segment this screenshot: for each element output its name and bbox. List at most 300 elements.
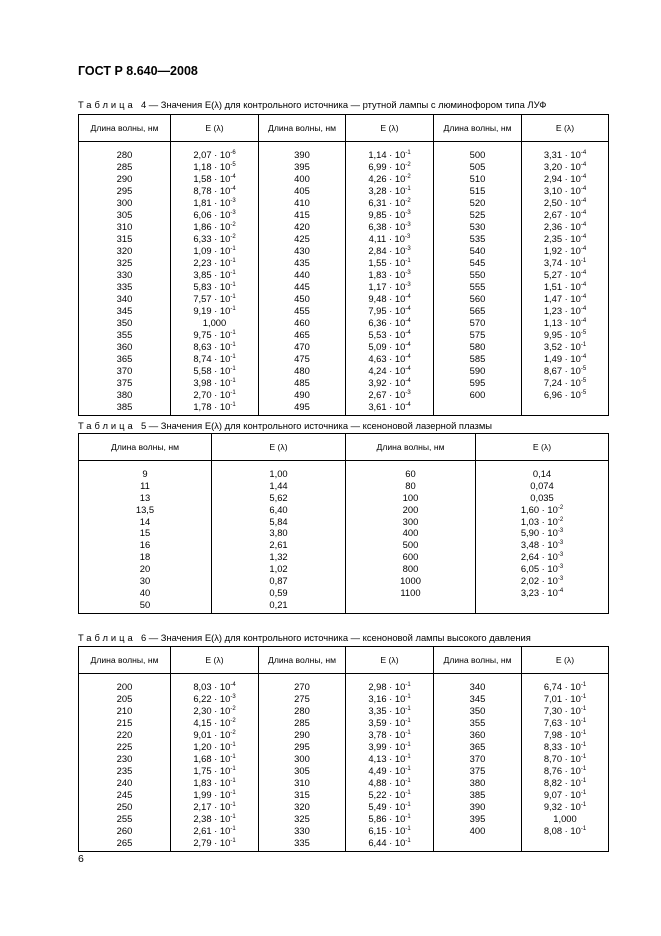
table-cell: 505 — [469, 161, 486, 172]
table-cell: 1,00 — [269, 468, 288, 479]
table-cell: 1000 — [400, 575, 421, 587]
table-cell: 300 — [116, 197, 133, 208]
table-cell: 390 — [469, 801, 486, 812]
table-cell: $7,01 \cdot 10^{-1}$ — [543, 693, 587, 704]
table-cell: 320 — [294, 801, 310, 812]
table-cell: 290 — [116, 173, 133, 184]
table-cell: $8,70 \cdot 10^{-1}$ — [543, 753, 587, 764]
table-cell: $2,38 \cdot 10^{-1}$ — [193, 813, 236, 824]
table-cell: 13 — [139, 491, 151, 503]
table-cell: 200 — [116, 681, 133, 692]
table-column — [346, 461, 476, 614]
table-cell: $3,20 \cdot 10^{-4}$ — [543, 161, 587, 172]
table-cell: 600 — [469, 389, 486, 400]
table-cell: 550 — [469, 269, 486, 280]
table-cell: 385 — [116, 401, 133, 412]
table-cell: 16 — [139, 539, 151, 551]
table-cell: $6,06 \cdot 10^{-3}$ — [193, 209, 236, 220]
table-cell: 595 — [469, 377, 486, 388]
table-cell: $7,98 \cdot 10^{-1}$ — [543, 729, 587, 740]
table-cell: $6,15 \cdot 10^{-1}$ — [368, 825, 411, 836]
table-column — [79, 461, 212, 614]
table-cell: $5,27 \cdot 10^{-4}$ — [543, 269, 587, 280]
table-cell: 6,40 — [269, 503, 288, 515]
column-header: Длина волны, нм — [259, 647, 346, 674]
column-header: E (λ) — [346, 115, 434, 142]
column-header: Длина волны, нм — [434, 115, 522, 142]
table-cell: 400 — [294, 173, 310, 184]
table-cell: 210 — [116, 705, 133, 716]
table-cell: 18 — [139, 551, 151, 563]
table-cell: $6,22 \cdot 10^{-3}$ — [193, 693, 236, 704]
table-cell: $7,30 \cdot 10^{-1}$ — [543, 705, 587, 716]
table-cell: $4,26 \cdot 10^{-2}$ — [368, 173, 411, 184]
table-cell: 225 — [116, 741, 133, 752]
table-cell: 270 — [294, 681, 310, 692]
table-cell: 485 — [294, 377, 310, 388]
table-cell: $3,48 \cdot 10^{-3}$ — [520, 539, 564, 551]
table-cell: 1100 — [400, 586, 421, 598]
table-cell: $3,23 \cdot 10^{-4}$ — [520, 586, 564, 598]
table-cell: 300 — [294, 753, 310, 764]
table-cell: 800 — [402, 563, 419, 575]
table-column — [434, 674, 522, 852]
table-cell: $1,17 \cdot 10^{-3}$ — [368, 281, 411, 292]
table-cell: $1,75 \cdot 10^{-1}$ — [193, 765, 236, 776]
table-cell: 520 — [469, 197, 486, 208]
table-cell: 470 — [294, 341, 310, 352]
table-cell: 540 — [469, 245, 486, 256]
table-cell: $3,31 \cdot 10^{-4}$ — [543, 149, 587, 160]
table-cell: $9,95 \cdot 10^{-5}$ — [543, 329, 587, 340]
table-5 — [78, 433, 609, 614]
table-column — [346, 142, 434, 416]
table-cell: 330 — [294, 825, 310, 836]
table-column — [79, 142, 171, 416]
table-cell: $1,86 \cdot 10^{-2}$ — [193, 221, 236, 232]
table-cell: $3,99 \cdot 10^{-1}$ — [368, 741, 411, 752]
table-cell: 395 — [294, 161, 310, 172]
table-cell: 525 — [469, 209, 486, 220]
table-6-body-row — [79, 674, 609, 852]
table-cell: $2,84 \cdot 10^{-3}$ — [368, 245, 411, 256]
table-cell: 425 — [294, 233, 310, 244]
table-column — [171, 674, 259, 852]
table-cell: 555 — [469, 281, 486, 292]
table-cell: 455 — [294, 305, 310, 316]
table-cell: 2,61 — [269, 539, 288, 551]
table-cell: $5,53 \cdot 10^{-4}$ — [368, 329, 411, 340]
table-cell: 14 — [139, 515, 151, 527]
table-cell: 295 — [116, 185, 133, 196]
table-cell: 0,074 — [530, 479, 554, 491]
table-cell: $2,64 \cdot 10^{-3}$ — [520, 551, 564, 563]
table-cell: 565 — [469, 305, 486, 316]
table-cell: $5,90 \cdot 10^{-3}$ — [520, 527, 564, 539]
table-cell: $1,58 \cdot 10^{-4}$ — [193, 173, 236, 184]
column-header: Длина волны, нм — [434, 647, 522, 674]
table-6-header-row — [79, 647, 609, 674]
table-4-caption — [78, 99, 546, 110]
table-cell: $1,78 \cdot 10^{-1}$ — [193, 401, 236, 412]
table-cell: 370 — [469, 753, 486, 764]
table-cell: 1,000 — [553, 813, 577, 824]
table-cell: 9 — [142, 468, 148, 479]
table-5-caption — [78, 420, 492, 431]
table-cell: 285 — [294, 717, 310, 728]
table-cell: 545 — [469, 257, 486, 268]
table-cell: $6,96 \cdot 10^{-5}$ — [543, 389, 587, 400]
table-cell: 3,80 — [269, 527, 288, 539]
table-cell: 350 — [116, 317, 133, 328]
table-cell: $1,60 \cdot 10^{-2}$ — [520, 503, 564, 515]
table-cell: $2,02 \cdot 10^{-3}$ — [520, 575, 564, 587]
table-cell: $9,32 \cdot 10^{-1}$ — [543, 801, 587, 812]
table-cell: $4,49 \cdot 10^{-1}$ — [368, 765, 411, 776]
table-cell: 5,84 — [269, 515, 288, 527]
table-column — [212, 461, 346, 614]
table-cell: $2,07 \cdot 10^{-6}$ — [193, 149, 236, 160]
table-cell: 50 — [139, 598, 151, 610]
table-cell: 465 — [294, 329, 310, 340]
table-cell: 13,5 — [135, 503, 155, 515]
table-cell: $1,92 \cdot 10^{-4}$ — [543, 245, 587, 256]
table-cell: $9,48 \cdot 10^{-4}$ — [368, 293, 411, 304]
table-cell: 0,87 — [269, 575, 288, 587]
table-cell: $5,58 \cdot 10^{-1}$ — [193, 365, 236, 376]
table-cell: $8,78 \cdot 10^{-4}$ — [193, 185, 236, 196]
table-cell: $7,63 \cdot 10^{-1}$ — [543, 717, 587, 728]
table-cell: $1,47 \cdot 10^{-4}$ — [543, 293, 587, 304]
table-cell: 435 — [294, 257, 310, 268]
table-cell: $2,70 \cdot 10^{-1}$ — [193, 389, 236, 400]
table-cell: 280 — [294, 705, 310, 716]
table-cell: $3,28 \cdot 10^{-1}$ — [368, 185, 411, 196]
table-cell: 590 — [469, 365, 486, 376]
table-cell: 450 — [294, 293, 310, 304]
table-cell: 535 — [469, 233, 486, 244]
table-cell: 330 — [116, 269, 133, 280]
table-cell: $4,63 \cdot 10^{-4}$ — [368, 353, 411, 364]
table-cell: 1,02 — [269, 563, 288, 575]
table-cell: $8,67 \cdot 10^{-5}$ — [543, 365, 587, 376]
table-cell: 325 — [294, 813, 310, 824]
table-cell: $8,82 \cdot 10^{-1}$ — [543, 777, 587, 788]
column-header: E (λ) — [171, 115, 259, 142]
table-cell: 495 — [294, 401, 310, 412]
table-cell: 500 — [469, 149, 486, 160]
table-column — [171, 142, 259, 416]
table-cell: $3,98 \cdot 10^{-1}$ — [193, 377, 236, 388]
column-header: E (λ) — [346, 647, 434, 674]
table-cell: 240 — [116, 777, 133, 788]
table-cell: 570 — [469, 317, 486, 328]
table-cell: $2,94 \cdot 10^{-4}$ — [543, 173, 587, 184]
table-6 — [78, 646, 609, 852]
table-cell: 310 — [294, 777, 310, 788]
table-cell: 325 — [116, 257, 133, 268]
table-cell: $4,11 \cdot 10^{-3}$ — [368, 233, 411, 244]
column-header: E (λ) — [171, 647, 259, 674]
table-6-caption-label: Таблица — [78, 632, 136, 643]
table-column — [522, 674, 609, 852]
table-cell: 420 — [294, 221, 310, 232]
table-cell: $5,86 \cdot 10^{-1}$ — [368, 813, 411, 824]
table-cell: $6,05 \cdot 10^{-3}$ — [520, 563, 564, 575]
table-cell: 255 — [116, 813, 133, 824]
table-4-caption-label: Таблица — [78, 99, 136, 110]
table-cell: 0,035 — [530, 491, 554, 503]
table-cell: $6,44 \cdot 10^{-1}$ — [368, 837, 411, 848]
table-cell: $3,59 \cdot 10^{-1}$ — [368, 717, 411, 728]
table-cell: $1,13 \cdot 10^{-4}$ — [543, 317, 587, 328]
table-column — [522, 142, 609, 416]
table-cell: 100 — [402, 491, 419, 503]
column-header: E (λ) — [522, 647, 609, 674]
table-column — [259, 674, 346, 852]
table-cell: 390 — [294, 149, 310, 160]
table-cell: 580 — [469, 341, 486, 352]
table-cell: 310 — [116, 221, 133, 232]
table-cell: $4,13 \cdot 10^{-1}$ — [368, 753, 411, 764]
table-cell: 405 — [294, 185, 310, 196]
table-cell: 395 — [469, 813, 486, 824]
table-cell: 235 — [116, 765, 133, 776]
table-cell: 250 — [116, 801, 133, 812]
table-column — [79, 674, 171, 852]
table-cell: $1,81 \cdot 10^{-3}$ — [193, 197, 236, 208]
table-cell: 1,000 — [202, 317, 227, 328]
table-cell: 0,21 — [269, 598, 288, 610]
table-cell: $3,52 \cdot 10^{-1}$ — [543, 341, 587, 352]
table-cell: $9,01 \cdot 10^{-2}$ — [193, 729, 236, 740]
column-header: Длина волны, нм — [346, 434, 476, 461]
table-cell: $1,09 \cdot 10^{-1}$ — [193, 245, 236, 256]
table-cell: 360 — [469, 729, 486, 740]
table-cell: 345 — [469, 693, 486, 704]
table-cell: 80 — [405, 479, 416, 491]
table-cell: $2,17 \cdot 10^{-1}$ — [193, 801, 236, 812]
table-cell: $3,35 \cdot 10^{-1}$ — [368, 705, 411, 716]
table-cell: 430 — [294, 245, 310, 256]
table-cell: 300 — [402, 515, 419, 527]
column-header: E (λ) — [212, 434, 346, 461]
table-cell: 585 — [469, 353, 486, 364]
table-cell: 575 — [469, 329, 486, 340]
column-header: E (λ) — [476, 434, 609, 461]
table-cell: 370 — [116, 365, 133, 376]
table-cell: 0,59 — [269, 586, 288, 598]
table-cell: 11 — [140, 479, 150, 491]
table-cell: 245 — [116, 789, 133, 800]
table-cell: 380 — [116, 389, 133, 400]
table-cell: $5,09 \cdot 10^{-4}$ — [368, 341, 411, 352]
table-cell: $1,83 \cdot 10^{-3}$ — [368, 269, 411, 280]
table-cell: 345 — [116, 305, 133, 316]
table-cell: 320 — [116, 245, 133, 256]
table-4 — [78, 114, 609, 416]
table-cell: $1,14 \cdot 10^{-1}$ — [368, 149, 411, 160]
table-cell: $2,36 \cdot 10^{-4}$ — [543, 221, 587, 232]
table-cell: $6,36 \cdot 10^{-4}$ — [368, 317, 411, 328]
column-header: Длина волны, нм — [79, 434, 212, 461]
table-4-header-row — [79, 115, 609, 142]
table-cell: $8,76 \cdot 10^{-1}$ — [543, 765, 587, 776]
table-cell: $2,23 \cdot 10^{-1}$ — [193, 257, 236, 268]
column-header: E (λ) — [522, 115, 609, 142]
table-cell: $1,49 \cdot 10^{-4}$ — [543, 353, 587, 364]
table-5-header-row — [79, 434, 609, 461]
table-cell: $6,38 \cdot 10^{-3}$ — [368, 221, 411, 232]
table-cell: $3,16 \cdot 10^{-1}$ — [368, 693, 411, 704]
table-cell: 400 — [469, 825, 486, 836]
table-cell: 500 — [402, 539, 419, 551]
table-cell: 1,32 — [269, 551, 288, 563]
table-cell: $3,85 \cdot 10^{-1}$ — [193, 269, 236, 280]
column-header: Длина волны, нм — [79, 115, 171, 142]
table-6-caption-text: 6 — Значения E(λ) для контрольного источника — ксеноновой лампы высокого давления — [140, 632, 531, 643]
column-header: Длина волны, нм — [259, 115, 346, 142]
table-cell: $3,10 \cdot 10^{-4}$ — [543, 185, 587, 196]
table-cell: $3,61 \cdot 10^{-4}$ — [368, 401, 411, 412]
table-cell: $2,50 \cdot 10^{-4}$ — [543, 197, 587, 208]
table-cell: 440 — [294, 269, 310, 280]
table-5-caption-label: Таблица — [78, 420, 136, 431]
table-cell: 315 — [116, 233, 133, 244]
table-cell: 380 — [469, 777, 486, 788]
table-cell: 15 — [139, 527, 151, 539]
table-cell: $5,22 \cdot 10^{-1}$ — [368, 789, 411, 800]
table-cell: 340 — [116, 293, 133, 304]
table-cell: $2,61 \cdot 10^{-1}$ — [193, 825, 236, 836]
table-cell: 355 — [469, 717, 486, 728]
table-cell: $7,95 \cdot 10^{-4}$ — [368, 305, 411, 316]
document-header: ГОСТ Р 8.640—2008 — [78, 64, 198, 78]
table-cell: 40 — [139, 586, 151, 598]
table-cell: 305 — [294, 765, 310, 776]
table-cell: 360 — [116, 341, 133, 352]
table-cell: 260 — [116, 825, 133, 836]
table-cell: $1,03 \cdot 10^{-2}$ — [520, 515, 564, 527]
table-cell: 340 — [469, 681, 486, 692]
table-5-body-row — [79, 461, 609, 614]
table-cell: $5,49 \cdot 10^{-1}$ — [368, 801, 411, 812]
table-cell: 275 — [294, 693, 310, 704]
table-cell: $7,57 \cdot 10^{-1}$ — [193, 293, 236, 304]
table-cell: 350 — [469, 705, 486, 716]
table-cell: $7,24 \cdot 10^{-5}$ — [543, 377, 587, 388]
table-cell: $6,31 \cdot 10^{-2}$ — [368, 197, 411, 208]
table-cell: 200 — [402, 503, 419, 515]
table-cell: $8,03 \cdot 10^{-4}$ — [193, 681, 236, 692]
table-cell: $6,74 \cdot 10^{-1}$ — [543, 681, 587, 692]
table-cell: 290 — [294, 729, 310, 740]
table-cell: 335 — [294, 837, 310, 848]
table-cell: 265 — [116, 837, 133, 848]
table-cell: $1,83 \cdot 10^{-1}$ — [193, 777, 236, 788]
table-cell: $1,23 \cdot 10^{-4}$ — [543, 305, 587, 316]
table-cell: 415 — [294, 209, 310, 220]
table-cell: $8,33 \cdot 10^{-1}$ — [543, 741, 587, 752]
table-cell: $1,20 \cdot 10^{-1}$ — [193, 741, 236, 752]
table-cell: 305 — [116, 209, 133, 220]
table-cell: 365 — [469, 741, 486, 752]
table-cell: 205 — [116, 693, 133, 704]
table-4-caption-text: 4 — Значения E(λ) для контрольного источника — ртутной лампы с люминофором типа ЛУФ — [140, 99, 547, 110]
table-column — [259, 142, 346, 416]
table-column — [476, 461, 609, 614]
table-cell: 600 — [402, 551, 419, 563]
table-cell: 445 — [294, 281, 310, 292]
table-cell: 335 — [116, 281, 133, 292]
table-cell: 30 — [139, 575, 151, 587]
table-cell: 215 — [116, 717, 133, 728]
table-cell: $2,30 \cdot 10^{-2}$ — [193, 705, 236, 716]
table-cell: $1,68 \cdot 10^{-1}$ — [193, 753, 236, 764]
table-cell: 375 — [116, 377, 133, 388]
table-cell: 410 — [294, 197, 310, 208]
table-cell: $4,88 \cdot 10^{-1}$ — [368, 777, 411, 788]
table-cell: $3,92 \cdot 10^{-4}$ — [368, 377, 411, 388]
table-6-caption — [78, 632, 531, 643]
table-cell: 460 — [294, 317, 310, 328]
table-cell: 365 — [116, 353, 133, 364]
table-cell: 510 — [469, 173, 486, 184]
table-cell: 475 — [294, 353, 310, 364]
table-cell: $3,74 \cdot 10^{-1}$ — [543, 257, 587, 268]
table-cell: $9,19 \cdot 10^{-1}$ — [193, 305, 236, 316]
table-cell: $1,55 \cdot 10^{-1}$ — [368, 257, 411, 268]
table-cell: 5,62 — [269, 491, 288, 503]
table-cell: 315 — [294, 789, 310, 800]
table-column — [346, 674, 434, 852]
table-cell: 375 — [469, 765, 486, 776]
table-cell: $9,07 \cdot 10^{-1}$ — [543, 789, 587, 800]
table-cell: 400 — [402, 527, 419, 539]
table-cell: $5,83 \cdot 10^{-1}$ — [193, 281, 236, 292]
table-cell: 515 — [469, 185, 486, 196]
table-4-body-row — [79, 142, 609, 416]
table-cell: $9,85 \cdot 10^{-3}$ — [368, 209, 411, 220]
table-cell: $6,33 \cdot 10^{-2}$ — [193, 233, 236, 244]
column-header: Длина волны, нм — [79, 647, 171, 674]
table-cell: 560 — [469, 293, 486, 304]
table-cell: 220 — [116, 729, 133, 740]
table-cell: 280 — [116, 149, 133, 160]
table-cell: 0,14 — [532, 468, 552, 479]
table-cell: $4,24 \cdot 10^{-4}$ — [368, 365, 411, 376]
table-cell: $6,99 \cdot 10^{-2}$ — [368, 161, 411, 172]
table-cell: 285 — [116, 161, 133, 172]
table-cell: 355 — [116, 329, 133, 340]
table-cell: $4,15 \cdot 10^{-2}$ — [193, 717, 236, 728]
table-cell: $2,35 \cdot 10^{-4}$ — [543, 233, 587, 244]
table-cell: 230 — [116, 753, 133, 764]
table-cell: $1,99 \cdot 10^{-1}$ — [193, 789, 236, 800]
table-cell: $8,63 \cdot 10^{-1}$ — [193, 341, 236, 352]
table-cell: 480 — [294, 365, 310, 376]
page-number: 6 — [78, 853, 84, 865]
table-cell: 60 — [405, 468, 416, 479]
table-column — [434, 142, 522, 416]
table-cell: 1,44 — [269, 479, 288, 491]
table-cell: $2,67 \cdot 10^{-3}$ — [368, 389, 411, 400]
table-cell: $2,67 \cdot 10^{-4}$ — [543, 209, 587, 220]
table-cell: 490 — [294, 389, 310, 400]
table-cell: $2,79 \cdot 10^{-1}$ — [193, 837, 236, 848]
table-cell: 295 — [294, 741, 310, 752]
table-cell: $3,78 \cdot 10^{-1}$ — [368, 729, 411, 740]
